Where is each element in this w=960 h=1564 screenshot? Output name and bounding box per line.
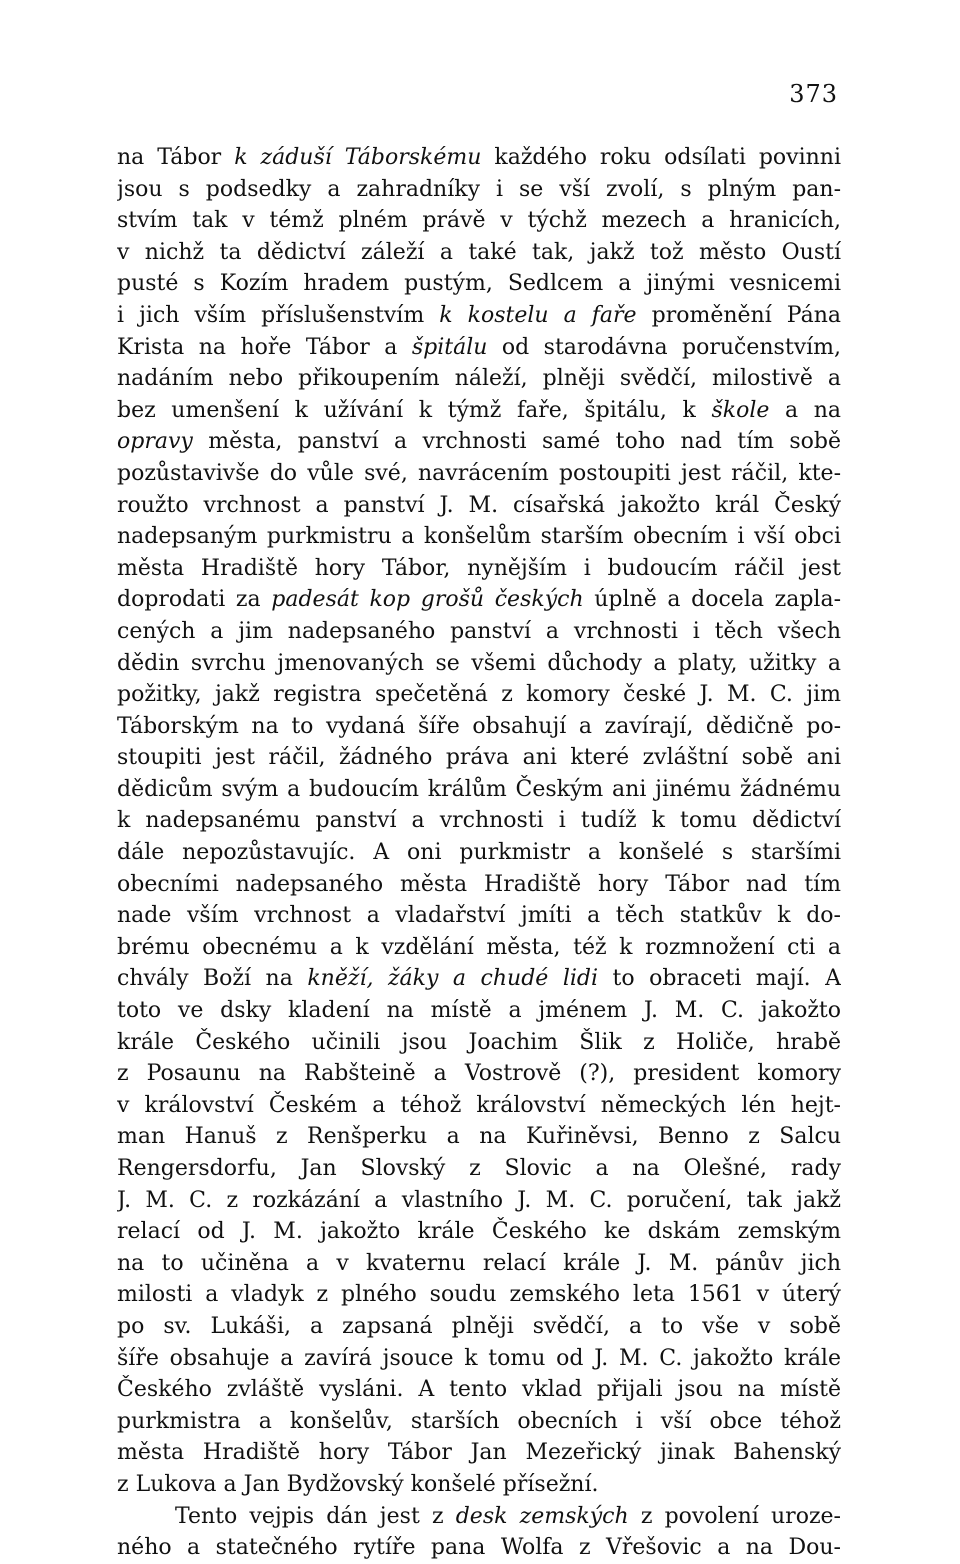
text-line: [117, 521, 841, 553]
text-line: [117, 205, 841, 237]
text-run: Krista na hoře Tábor a: [117, 334, 412, 360]
text-run: stoupiti jest ráčil, žádného práva ani které zvláštní sobě ani: [117, 745, 841, 771]
text-line: [117, 300, 841, 332]
text-run: chvály Boží na: [117, 966, 308, 992]
text-line: [117, 1248, 841, 1280]
text-run: každého roku odsílati povinni: [481, 145, 841, 170]
text-run: stvím tak v témž plném právě v týchž mezech a hranicích,: [117, 208, 841, 234]
text-line: [117, 1216, 841, 1248]
text-run: roužto vrchnost a panství J. M. císařská jakožto král Český: [117, 492, 841, 518]
text-run: Českého zvláště vysláni. A tento vklad přijali jsou na místě: [117, 1377, 841, 1403]
text-line: [117, 837, 841, 869]
text-line: [117, 679, 841, 711]
text-line: [117, 1090, 841, 1122]
text-run: dědin svrchu jmenovaných se všemi důchody a platy, užitky a: [117, 650, 841, 676]
text-run: pozůstavivše do vůle své, navrácením postoupiti jest ráčil, kte-: [117, 460, 841, 486]
text-line: [117, 1121, 841, 1153]
text-line: [117, 142, 841, 174]
text-run: doprodati za: [117, 587, 272, 613]
paragraph: [117, 1501, 841, 1564]
text-run: Rengersdorfu, Jan Slovský z Slovic a na Olešné, rady: [117, 1156, 841, 1181]
text-run: man Hanuš z Renšperku a na Kuřiněvsi, Benno z Salcu: [117, 1124, 841, 1150]
text-line: [117, 869, 841, 901]
text-run: proměnění Pána: [636, 302, 841, 328]
text-line: [117, 1532, 841, 1564]
text-run: na to učiněna a v kvaternu relací krále J. M. pánův jich: [117, 1250, 841, 1276]
text-line: [117, 1311, 841, 1343]
italic-text: k kostelu a faře: [439, 302, 637, 328]
text-run: města Hradiště hory Tábor Jan Mezeřický jinak Bahenský: [117, 1440, 841, 1466]
text-run: Tento vejpis dán jest z: [175, 1503, 456, 1529]
text-run: milosti a vladyk z plného soudu zemského leta 1561 v úterý: [117, 1282, 841, 1308]
text-line: [117, 426, 841, 458]
text-line: [117, 1343, 841, 1375]
text-run: v nichž ta dědictví záleží a také tak, jakž tož město Oustí: [117, 239, 841, 265]
text-run: na Tábor: [117, 145, 235, 170]
text-run: brému obecnému a k vzdělání města, též k rozmnožení cti a: [117, 934, 841, 960]
text-run: nadepsaným purkmistru a konšelům starším obecním i vší obci: [117, 524, 841, 550]
text-run: města Hradiště hory Tábor, nynějším i budoucím ráčil jest: [117, 555, 841, 581]
text-line: [117, 174, 841, 206]
text-run: Táborským na to vydaná šíře obsahují a zavírají, dědičně po-: [117, 713, 841, 739]
text-line: [117, 553, 841, 585]
text-line: [117, 1027, 841, 1059]
text-line: [117, 1153, 841, 1185]
page-number: 373: [789, 80, 838, 108]
text-run: dědicům svým a budoucím králům Českým ani jinému žádnému: [117, 776, 841, 802]
text-run: i jich vším příslušenstvím: [117, 302, 440, 328]
text-line: [117, 458, 841, 490]
text-line: [117, 805, 841, 837]
text-line: [117, 963, 841, 995]
text-run: purkmistra a konšelův, starších obecních i vší obce téhož: [117, 1408, 841, 1434]
text-line: [117, 616, 841, 648]
text-run: nadáním nebo přikoupením náleží, plněji svědčí, milostivě a: [117, 366, 841, 392]
text-line: [117, 648, 841, 680]
text-line: [117, 332, 841, 364]
text-line: [117, 774, 841, 806]
italic-text: padesát kop grošů českých: [271, 587, 584, 613]
text-run: jsou s podsedky a zahradníky i se vší zvolí, s plným pan-: [117, 176, 841, 202]
text-line: [117, 1406, 841, 1438]
text-line: [117, 268, 841, 300]
italic-text: špitálu: [411, 334, 488, 360]
text-line: [117, 237, 841, 269]
text-run: požitky, jakž registra spečetěná z komory české J. M. C. jim: [117, 682, 841, 708]
paragraph: [117, 142, 841, 1501]
text-line: [117, 1058, 841, 1090]
italic-text: desk zemských: [455, 1503, 629, 1529]
body-text: [117, 142, 841, 1564]
text-line: [117, 363, 841, 395]
text-run: z Posaunu na Rabšteině a Vostrově (?), president komory: [117, 1061, 841, 1087]
text-run: a na: [769, 397, 841, 423]
text-line: [117, 932, 841, 964]
text-run: k nadepsanému panství a vrchnosti i tudíž k tomu dědictví: [117, 808, 841, 834]
text-run: v království Českém a téhož království německých lén hejt-: [117, 1092, 841, 1118]
italic-text: opravy: [117, 429, 193, 455]
text-run: města, panství a vrchnosti samé toho nad tím sobě: [192, 429, 841, 455]
text-run: to obraceti mají. A: [598, 966, 841, 992]
text-run: obecními nadepsaného města Hradiště hory Tábor nad tím: [117, 871, 841, 897]
text-run: dále nepozůstavujíc. A oni purkmistr a konšelé s staršími: [117, 840, 841, 866]
text-line: [117, 1374, 841, 1406]
text-run: J. M. C. z rozkázání a vlastního J. M. C. poručení, tak jakž: [117, 1187, 841, 1213]
text-line: [117, 1469, 841, 1501]
text-line: [117, 1279, 841, 1311]
text-line: [117, 490, 841, 522]
text-line: [117, 995, 841, 1027]
text-run: úplně a docela zapla-: [583, 587, 841, 613]
text-run: z Lukova a Jan Bydžovský konšelé přísežní.: [117, 1471, 599, 1497]
text-line: [117, 395, 841, 427]
text-line: [117, 1501, 841, 1533]
text-run: krále Českého učinili jsou Joachim Šlik z Holiče, hrabě: [117, 1029, 841, 1055]
text-line: [117, 1437, 841, 1469]
text-run: ného a statečného rytíře pana Wolfa z Vřešovic a na Dou-: [117, 1535, 841, 1561]
text-run: toto ve dsky kladení na místě a jménem J. M. C. jakožto: [117, 998, 841, 1024]
text-run: cených a jim nadepsaného panství a vrchnosti i těch všech: [117, 618, 841, 644]
text-line: [117, 711, 841, 743]
text-run: bez umenšení k užívání k týmž faře, špitálu, k: [117, 397, 712, 423]
text-run: nade vším vrchnost a vladařství jmíti a těch statkův k do-: [117, 903, 841, 929]
text-run: od starodávna poručenstvím,: [487, 334, 841, 360]
text-run: po sv. Lukáši, a zapsaná plněji svědčí, a to vše v sobě: [117, 1313, 841, 1339]
text-run: z povolení uroze-: [628, 1503, 841, 1529]
italic-text: kněží, žáky a chudé lidi: [307, 966, 599, 992]
text-run: pusté s Kozím hradem pustým, Sedlcem a jinými vesnicemi: [117, 271, 841, 297]
italic-text: škole: [711, 397, 770, 423]
text-run: šíře obsahuje a zavírá jsouce k tomu od J. M. C. jakožto krále: [117, 1345, 841, 1371]
italic-text: k záduší Táborskému: [234, 145, 482, 170]
text-line: [117, 900, 841, 932]
text-run: relací od J. M. jakožto krále Českého ke dskám zemským: [117, 1219, 841, 1245]
text-line: [117, 584, 841, 616]
text-line: [117, 742, 841, 774]
text-line: [117, 1185, 841, 1217]
